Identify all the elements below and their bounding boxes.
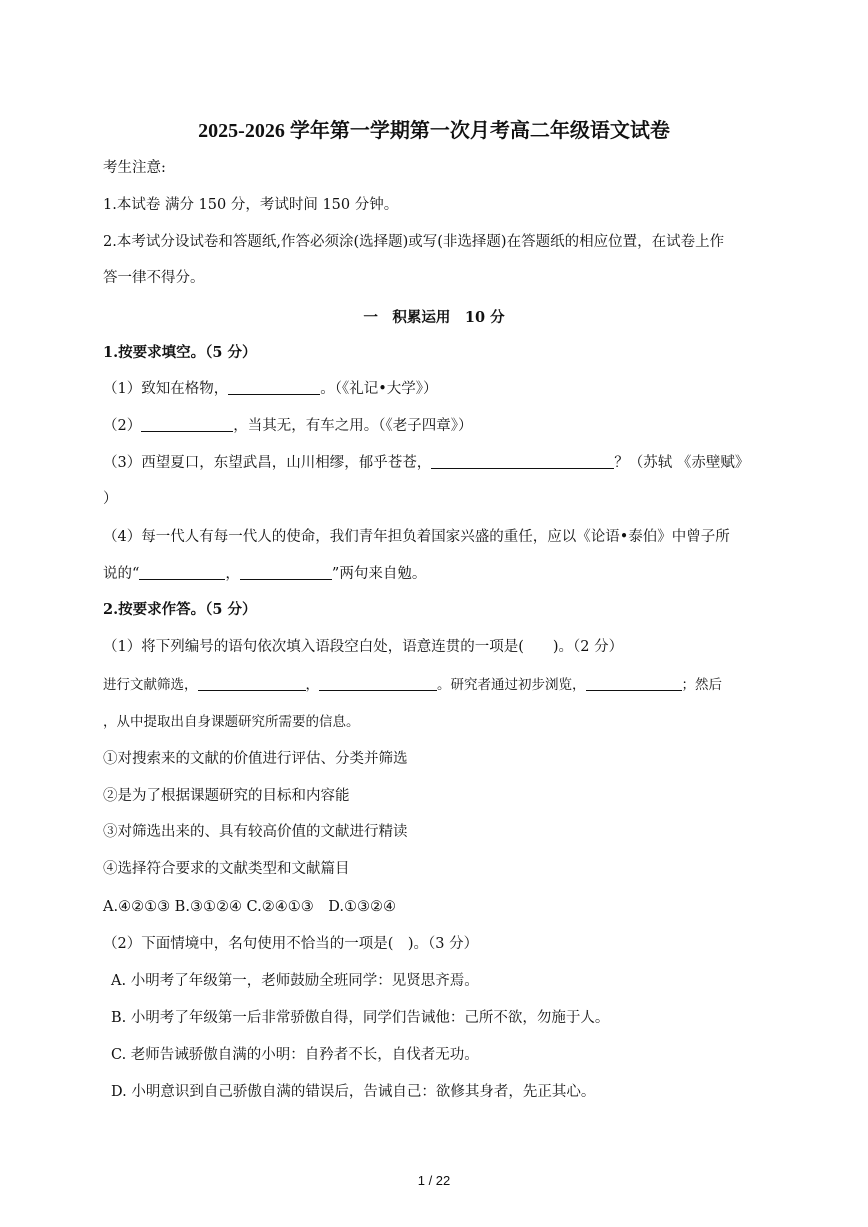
page-number: 1 / 22: [417, 1173, 451, 1188]
passage-blank: [198, 676, 306, 691]
question-1-item-1: [103, 379, 438, 399]
sentence-option-4: ④选择符合要求的文献类型和文献篇目: [103, 861, 350, 877]
exam-title: 2025-2026 学年第一学期第一次月考高二年级语文试卷: [198, 120, 670, 142]
question-2-title: 2.按要求作答。（5 分）: [103, 601, 257, 618]
passage-text: ，: [305, 677, 319, 693]
sentence-option-1: ①对搜索来的文献的价值进行评估、分类并筛选: [103, 751, 408, 767]
choice-b: B. 小明考了年级第一后非常骄傲自得，同学们告诫他：己所不欲，勿施于人。: [111, 1010, 610, 1026]
item-text: 。（《礼记•大学》）: [320, 381, 438, 397]
passage-blank: [586, 676, 682, 691]
notice-item-2-line-2: 答一律不得分。: [103, 270, 205, 286]
choice-a: A. 小明考了年级第一，老师鼓励全班同学：见贤思齐焉。: [111, 973, 479, 989]
question-1-item-4-line-1: （4）每一代人有每一代人的使命，我们青年担负着国家兴盛的重任，应以《论语•泰伯》中曾子所: [103, 529, 730, 545]
answer-choices: A.④②①③ B.③①②④ C.②④①③ D.①③②④: [103, 899, 396, 915]
item-text: ，: [225, 566, 240, 582]
question-1-title: 1.按要求填空。（5 分）: [103, 344, 257, 361]
question-1-item-3-wrap: ）: [103, 491, 118, 507]
passage-line-1: [103, 675, 722, 695]
answer-blank[interactable]: [139, 565, 225, 580]
question-1-item-3: [103, 453, 749, 473]
item-text: （3）西望夏口，东望武昌，山川相缪，郁乎苍苍，: [103, 455, 432, 471]
item-text: ，当其无，有车之用。（《老子四章》）: [233, 418, 473, 434]
item-text: ？（苏轼 《赤壁赋》: [614, 455, 750, 471]
item-text: ”两句来自勉。: [331, 566, 427, 582]
notice-item-1: 1.本试卷 满分 150 分，考试时间 150 分钟。: [103, 197, 399, 213]
question-2-part-1-title: （1）将下列编号的语句依次填入语段空白处，语意连贯的一项是( )。（2 分）: [103, 639, 624, 655]
passage-text: ；然后: [681, 677, 722, 693]
question-1-item-2: [103, 416, 472, 436]
item-text: （2）: [103, 418, 142, 434]
question-1-item-4-line-2: [103, 564, 426, 584]
passage-text: 进行文献筛选，: [103, 677, 198, 693]
passage-line-2: ，从中提取出自身课题研究所需要的信息。: [103, 714, 360, 730]
notice-item-2-line-1: 2.本考试分设试卷和答题纸,作答必须涂(选择题)或写(非选择题)在答题纸的相应位置，在试卷上作: [103, 234, 725, 250]
question-2-part-2-title: （2）下面情境中，名句使用不恰当的一项是( )。（3 分）: [103, 936, 479, 952]
sentence-option-2: ②是为了根据课题研究的目标和内容能: [103, 788, 350, 804]
answer-blank[interactable]: [141, 417, 233, 432]
answer-blank[interactable]: [431, 454, 614, 469]
item-text: 说的“: [103, 566, 140, 582]
notice-heading: 考生注意:: [103, 160, 166, 176]
section-heading: 一 积累运用 10 分: [363, 309, 505, 326]
choice-d: D. 小明意识到自己骄傲自满的错误后，告诫自己：欲修其身者，先正其心。: [111, 1084, 596, 1100]
passage-blank: [319, 676, 437, 691]
answer-blank[interactable]: [228, 380, 320, 395]
passage-text: 。研究者通过初步浏览，: [437, 677, 586, 693]
sentence-option-3: ③对筛选出来的、具有较高价值的文献进行精读: [103, 824, 408, 840]
answer-blank[interactable]: [240, 565, 332, 580]
item-text: （1）致知在格物，: [103, 381, 229, 397]
choice-c: C. 老师告诫骄傲自满的小明：自矜者不长，自伐者无功。: [111, 1047, 479, 1063]
